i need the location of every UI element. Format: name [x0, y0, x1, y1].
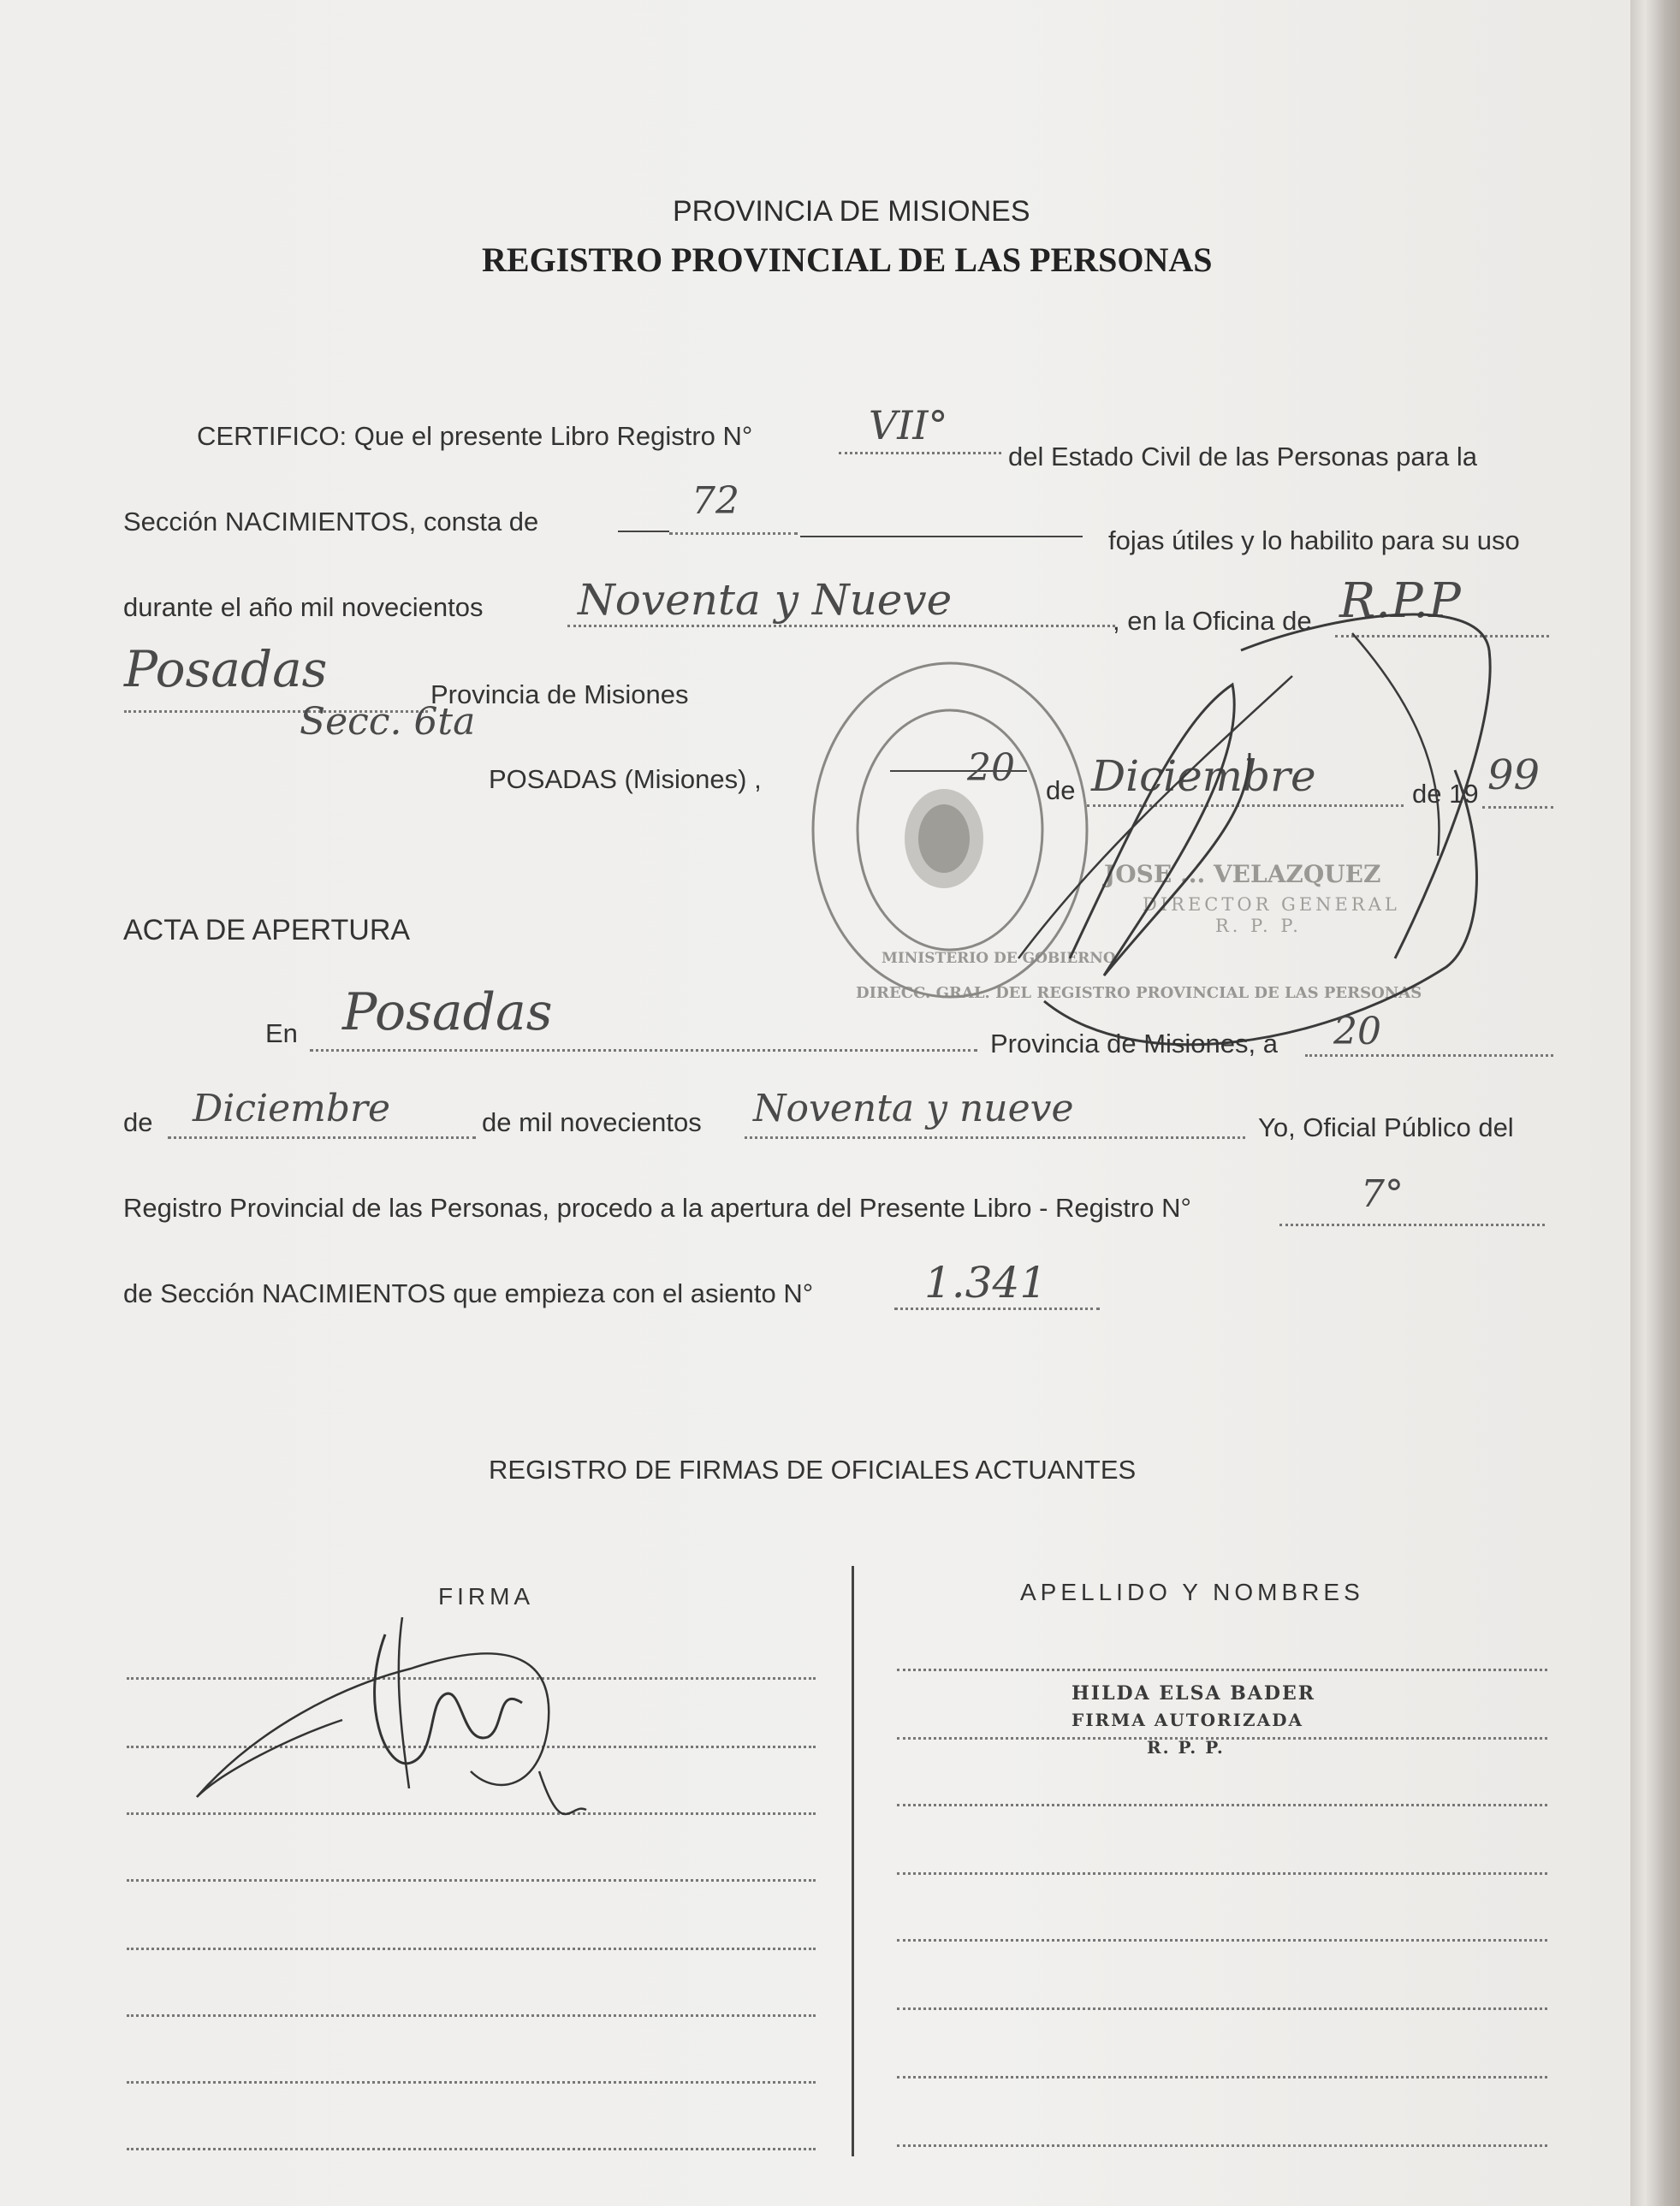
date-month-handwritten: Diciembre [1091, 751, 1316, 801]
pages-line-short [618, 531, 669, 532]
opening-province-label: Provincia de Misiones, a [990, 1029, 1278, 1059]
names-column-header: APELLIDO Y NOMBRES [1020, 1579, 1364, 1605]
province-heading: PROVINCIA DE MISIONES [673, 195, 1030, 228]
office-handwritten: R.P.P [1339, 573, 1461, 629]
opening-mil-label: de mil novecientos [482, 1107, 702, 1137]
director-name-stamp: JOSE ... VELAZQUEZ [1104, 860, 1381, 888]
opening-line3: Registro Provincial de las Personas, procedo a la apertura del Presente Libro - Registro N° [123, 1193, 1191, 1223]
book-number-line [839, 452, 1001, 454]
pages-dotted-line [669, 532, 798, 535]
director-office-stamp: R. P. P. [1215, 916, 1302, 936]
office-label: , en la Oficina de [1113, 606, 1312, 636]
book-number-handwritten: VII° [869, 402, 948, 448]
column-divider [852, 1566, 854, 2156]
director-title-stamp: DIRECTOR GENERAL [1143, 894, 1400, 915]
book-page-edge [1630, 0, 1680, 2206]
date-place-label: POSADAS (Misiones) , [489, 764, 762, 794]
opening-place-handwritten: Posadas [342, 982, 553, 1042]
authorized-office-stamp: R. P. P. [1147, 1737, 1225, 1758]
signature-column-header: FIRMA [438, 1583, 535, 1610]
opening-en-label: En [265, 1018, 298, 1048]
year-words-handwritten: Noventa y Nueve [578, 575, 953, 625]
opening-day-handwritten: 20 [1333, 1010, 1381, 1053]
director-signature [967, 599, 1515, 1078]
opening-title: ACTA DE APERTURA [123, 914, 411, 946]
opening-day-line [1305, 1054, 1553, 1057]
date-year-label: de 19 [1412, 779, 1479, 809]
opening-year-line [745, 1136, 1245, 1139]
opening-yo-label: Yo, Oficial Público del [1258, 1112, 1514, 1142]
officer-signature [188, 1600, 599, 1840]
date-year-handwritten: 99 [1487, 751, 1540, 799]
certificate-line1-end: del Estado Civil de las Personas para la [1008, 442, 1477, 471]
opening-book-line [1279, 1224, 1545, 1226]
pages-line-long [800, 536, 1083, 537]
opening-de-label: de [123, 1107, 153, 1137]
opening-year-handwritten: Noventa y nueve [753, 1087, 1074, 1130]
province-label: Provincia de Misiones [430, 679, 689, 709]
certificate-line2-text: Sección NACIMIENTOS, consta de [123, 507, 539, 537]
opening-entry-handwritten: 1.341 [924, 1258, 1048, 1308]
date-de-label: de [1046, 775, 1076, 805]
certificate-line1-text: CERTIFICO: Que el presente Libro Registro N° [197, 421, 753, 451]
certificate-line2-end: fojas útiles y lo habilito para su uso [1108, 525, 1520, 555]
date-day-handwritten: 20 [967, 746, 1015, 790]
opening-entry-line [894, 1308, 1100, 1310]
seal-ring-text: DIRECC. GRAL. DEL REGISTRO PROVINCIAL DE LAS PERSONAS [856, 984, 1422, 1002]
signatures-title: REGISTRO DE FIRMAS DE OFICIALES ACTUANTES [489, 1455, 1137, 1485]
opening-month-handwritten: Diciembre [193, 1087, 391, 1130]
authorized-title-stamp: FIRMA AUTORIZADA [1072, 1710, 1304, 1730]
opening-book-handwritten: 7° [1361, 1172, 1404, 1216]
pages-count-handwritten: 72 [692, 479, 739, 523]
seal-inner-text: MINISTERIO DE GOBIERNO [882, 950, 1116, 967]
opening-line4: de Sección NACIMIENTOS que empieza con el asiento N° [123, 1278, 814, 1308]
opening-month-line [168, 1136, 476, 1139]
section-note-handwritten: Secc. 6ta [300, 700, 476, 744]
authorized-name-stamp: HILDA ELSA BADER [1072, 1682, 1315, 1705]
registry-heading: REGISTRO PROVINCIAL DE LAS PERSONAS [482, 240, 1213, 279]
certificate-line3-text: durante el año mil novecientos [123, 592, 484, 622]
opening-place-line [310, 1049, 977, 1052]
place-handwritten: Posadas [124, 640, 328, 698]
